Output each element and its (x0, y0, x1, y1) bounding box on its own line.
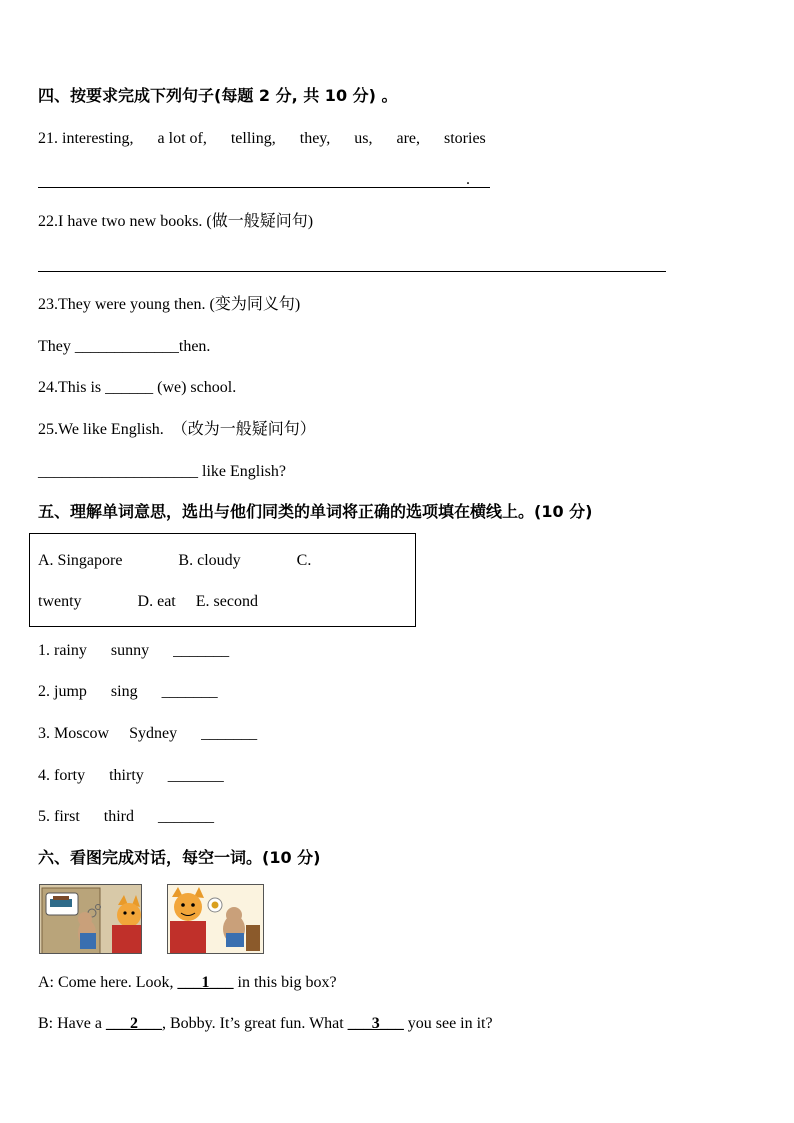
dialogue-line-a (38, 973, 337, 993)
question-23: 23.They were young then. (变为同义句) (38, 296, 301, 313)
dialogue-b-middle: , Bobby. It’s great fun. What (161, 1015, 348, 1032)
dialogue-b-end: you see in it? (403, 1015, 493, 1032)
section-4-heading: 四、按要求完成下列句子(每题 2 分, 共 10 分) 。 (38, 86, 398, 105)
options-line-2: twenty D. eat E. second (38, 593, 258, 610)
question-25: 25.We like English. （改为一般疑问句） (38, 421, 316, 438)
list-item: 3. Moscow Sydney _______ (38, 725, 258, 742)
question-23-answer: They _____________then. (38, 338, 211, 355)
question-24: 24.This is ______ (we) school. (38, 379, 237, 396)
dialogue-a-end: in this big box? (233, 974, 337, 991)
dialogue-a-start: A: Come here. Look, (38, 974, 178, 991)
cartoon-picture-1 (39, 884, 142, 954)
list-item: 2. jump sing _______ (38, 683, 218, 700)
dialogue-b-start: B: Have a (38, 1015, 106, 1032)
list-item: 5. first third _______ (38, 808, 214, 825)
section-6-heading: 六、看图完成对话，每空一词。(10 分) (38, 848, 321, 867)
mouse-and-tiger-at-cupboard-icon (40, 885, 142, 954)
blank-3[interactable]: ___3___ (347, 1015, 404, 1032)
question-25-answer: ____________________ like English? (38, 463, 286, 480)
question-22: 22.I have two new books. (做一般疑问句) (38, 213, 314, 230)
answer-line-21[interactable] (38, 187, 490, 188)
options-box (29, 533, 416, 627)
cartoon-picture-2 (167, 884, 264, 954)
section-5-heading: 五、理解单词意思，选出与他们同类的单词将正确的选项填在横线上。(10 分) (38, 502, 593, 521)
options-line-1: A. Singapore B. cloudy C. (38, 552, 312, 569)
dialogue-line-b (38, 1014, 493, 1034)
list-item: 4. forty thirty _______ (38, 767, 224, 784)
tiger-and-mouse-talking-icon (168, 885, 264, 954)
answer-line-22[interactable] (38, 271, 666, 272)
answer-line-21-period: . (466, 171, 470, 188)
blank-2[interactable]: ___2___ (105, 1015, 162, 1032)
list-item: 1. rainy sunny _______ (38, 642, 230, 659)
question-21: 21. interesting, a lot of, telling, they, us, are, stories (38, 130, 486, 147)
blank-1[interactable]: ___1___ (177, 974, 234, 991)
